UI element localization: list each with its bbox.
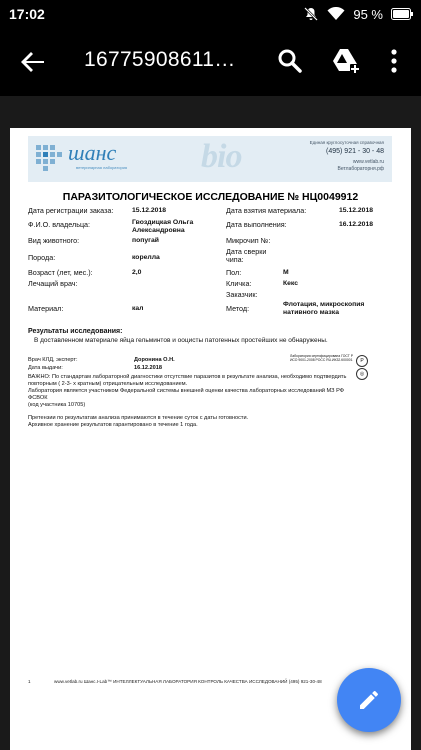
results-text: В доставленном материале яйца гельминтов и ооцисты патогенных простейших не обнаружены. [34,337,328,344]
lab-logo-icon [34,141,66,177]
field-value: 16.12.2018 [339,221,374,228]
field-value: М [283,269,289,276]
field-value: Флотация, микроскопия нативного мазка [283,301,365,316]
app-toolbar [0,28,421,96]
note-line: ВАЖНО: По стандартам лабораторной диагностики отсутствие паразитов в результате анализа, необходимо подтвердить [28,374,347,380]
certification-text: Лаборатория сертифицирована ГОСТ Р ИСО 9001-2008 РОСС RU.ИК32.К00001 [290,354,353,362]
field-label: Дата взятия материала: [226,206,307,215]
field-label: Кличка: [226,279,252,288]
issue-date: 16.12.2018 [134,365,162,371]
page-footer: www.vetlab.ru Шанс.I-Lab™ ИНТЕЛЛЕКТУАЛЬНАЯ ЛАБОРАТОРИЯ КОНТРОЛЬ КАЧЕСТВА ИССЛЕДОВАНИЙ (495) 921-30-48 [54,679,322,684]
doctor-label: Врач КЛД, эксперт: [28,357,78,363]
field-label: Заказчик: [226,290,258,299]
note-line: Лаборатория является участником Федеральной системы внешней оценки качества лабораторных исследований МЗ РФ [28,388,345,394]
results-title: Результаты исследования: [28,328,123,335]
field-label: Микрочип №: [226,236,271,245]
battery-percent: 95 % [353,6,383,22]
issue-date-label: Дата выдачи: [28,365,63,371]
field-value: Кекс [283,280,299,287]
contact-phone: (495) 921 - 30 - 48 [326,148,384,155]
field-label: Ф.И.О. владельца: [28,220,91,229]
contact-site-2: Ветлабораторня.рф [337,166,384,172]
document-title: 16775908611… [84,48,236,71]
more-vert-icon[interactable] [389,48,399,74]
note-line: (код участника 10705) [28,402,86,408]
edit-fab-button[interactable] [337,668,401,732]
field-value: 2,0 [132,269,142,276]
field-label: Материал: [28,304,64,313]
field-value: 15.12.2018 [339,207,374,214]
status-icons [303,5,413,23]
add-to-drive-icon[interactable] [331,46,361,76]
status-time: 17:02 [9,6,45,22]
status-bar [0,0,421,28]
note-line: повторным ( 2-3- х кратным) отрицательным исследованием. [28,381,188,387]
field-label: Порода: [28,253,56,262]
lab-header-banner [28,136,392,182]
pdf-viewer[interactable] [0,96,421,750]
field-label: Вид животного: [28,236,80,245]
wifi-icon [327,7,345,21]
certification-stamp-icon: Р [356,355,368,367]
doctor-name: Доронина О.Н. [134,357,175,363]
field-label: Дата сверки чипа: [226,247,267,264]
quality-stamp-icon: ◎ [356,368,368,380]
lab-logo-text: шанс [68,140,117,165]
search-icon[interactable] [277,48,303,74]
field-label: Лечащий врач: [28,279,78,288]
field-label: Пол: [226,268,242,277]
claims-line: Претензии по результатам анализа принимаются в течение суток с даты готовности. [28,415,249,421]
report-title: ПАРАЗИТОЛОГИЧЕСКОЕ ИССЛЕДОВАНИЕ № НЦ0049912 [62,191,359,203]
pdf-page [10,128,411,750]
page-number: 1 [28,679,31,684]
lab-watermark-logo: bio [201,138,242,175]
mute-icon [303,6,319,22]
contact-site-1: www.vetlab.ru [352,159,384,165]
field-label: Дата регистрации заказа: [28,206,114,215]
contact-label: Единая круглосуточная справочная [309,140,384,145]
field-value: Гвоздицкая Ольга Александровна [132,219,194,234]
lab-logo-subtitle: ветеринарная лаборатория [76,165,128,170]
back-arrow-icon[interactable] [18,47,48,77]
field-value: попугай [132,237,159,244]
field-label: Дата выполнения: [226,220,287,229]
field-label: Метод: [226,304,250,313]
note-line: ФСВОК [28,395,48,401]
edit-pencil-icon [357,688,381,712]
field-label: Возраст (лет, мес.): [28,268,93,277]
field-value: корелла [132,254,160,261]
field-value: кал [132,305,144,312]
claims-line: Архивное хранение результатов гарантировано в течение 1 года. [28,422,198,428]
battery-icon [391,8,413,20]
field-value: 15.12.2018 [132,207,167,214]
